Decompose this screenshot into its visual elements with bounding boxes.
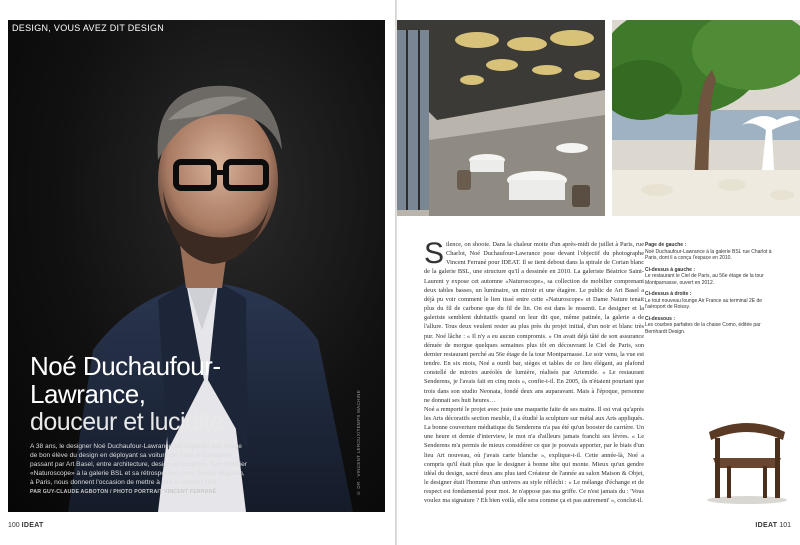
caption-text: Noé Duchaufour-Lawrance à la galerie BSL rue Charlot à Paris, dont il a conçu l'espace en 2010. xyxy=(645,248,772,261)
right-page xyxy=(397,0,800,545)
caption-text: Les courbes parfaites de la chaise Como, éditée par Bernhardt Design. xyxy=(645,322,761,335)
article-headline xyxy=(30,352,223,436)
left-page xyxy=(0,0,397,545)
portrait-photo xyxy=(8,20,385,512)
folio-right xyxy=(755,522,791,529)
byline-credit: PAR GUY-CLAUDE AGBOTON / PHOTO PORTRAIT VINCENT FERRANÉ xyxy=(30,489,217,495)
caption-text: Le restaurant le Ciel de Paris, au 56e étage de la tour Montparnasse, ouvert en 2012. xyxy=(645,273,764,286)
body-paragraph-1 xyxy=(424,237,644,405)
folio-right-brand: IDEAT xyxy=(755,522,778,529)
folio-left-brand: IDEAT xyxy=(21,522,44,529)
caption-item xyxy=(645,316,780,336)
captions-block xyxy=(645,242,780,340)
portrait-illustration xyxy=(8,20,385,512)
caption-title: Ci-dessus à gauche : xyxy=(645,266,696,273)
section-heading: DESIGN, VOUS AVEZ DIT DESIGN xyxy=(12,23,165,33)
body-paragraph-2: Noé a remporté le projet avec juste une maquette faite de ses mains. Il est vrai qu'après les Arts décoratifs section meuble, il a étudié la sculpture sur métal aux Arts appliqués. La bonne couverture médiatique du Senderens n'a pas été qu'un booster de carrière. Un une heure et demie d'interview, le mot n'a d'ailleurs jamais franchi ses lèvres. « Le Senderens m'a permis de mieux considérer ce que je pouvais apporter, par le biais d'un lieu Art nouveau, où j'avais carte blanche », explique-t-il. Cette année-là, Noé a compris qu'il était plus que le designer à bonne tête qui monte. Mieux qu'un gendre idéal du design, sacré deux ans plus tard Créateur de l'année au salon Maison & Objet, le designer était l'homme d'un univers au style réfléchi : « Le mélange d'échange et de respect est fondamental pour moi. Je n'appose pas ma griffe. Ce n'est jamais du : 'Vous voulez ma signature ? Eh bien voilà, elle sera comme ça et pas autrement' », conclut-il. xyxy=(424,405,644,505)
caption-item xyxy=(645,267,780,287)
article-intro: A 38 ans, le designer Noé Duchaufour-Lawrance fait exploser son image de bon élève du design en déployant sa voiture de Paris à Gstaad en passant par Art Basel, entre architecture, design et sculpture. Son mobilier «Naturoscope» à la galerie BSL et sa rétrospective chez Silvera Wagram, à Paris, nous donnent l'occasion de mettre à jour le dossier NDL. xyxy=(30,443,247,486)
caption-title: Page de gauche : xyxy=(645,242,687,248)
lounge-illustration xyxy=(612,20,800,216)
caption-text: Le tout nouveau lounge Air France au terminal 2E de l'aéroport de Roissy. xyxy=(645,297,763,310)
body-paragraph-1-text: ilence, on shoote. Dans la chaleur moite d'un après-midi de juillet à Paris, rue Charlot, Noé Duchaufour-Lawrance pose devant l'objectif du photographe Vincent Ferrané pour IDEAT. Il se tient debout dans la spirale de Corian blanc de la galerie BSL, une structure qu'il a dessinée en 2010. La galeriste Béatrice Saint-Laurent y expose cet automne «Naturoscope», sa collection de mobilier comprenant deux tables basses, un luminaire, un miroir et une étagère. Le public de Art Basel a déjà pu voir comment le lien tissé entre cette «Naturoscope» et Dame Nature tenait plus du fil de carbone que du fil de lin. On est dans le ressenti. Le designer et la galeriste semblent dubitatifs quand on leur dit que, même patinée, la galerie a de l'allure. Tous deux veulent rester au plus près du projet initial, d'un noir et blanc très pur. Noé lâche : « Il n'y a eu aucun compromis. » On avait déjà tâté de son assurance dénuée de morgue quelques semaines plus tôt en découvrant le Ciel de Paris, son dernier restaurant perché au 56e étage de la tour Montparnasse. Le soir venu, la vue est tendre. En six mois, Noé a ourdi bar, sièges et tables de ce lieu élégant, au plafond constellé de miroirs auréolés de lumière, réalisés par Artemide. « Le restaurant Senderens, je l'avais fait en cinq mois », confie-t-il. En 2005, ils n'étaient pourtant que trois dans son studio Neonata, fondé deux ans auparavant. Mais à l'époque, personne ne donnait ses huit heures… xyxy=(424,241,644,404)
caption-item xyxy=(645,242,780,262)
lounge-photo xyxy=(612,20,800,216)
restaurant-illustration xyxy=(397,20,605,216)
photo-credit-vertical: © DR · VINCENT LEROUX/TEMPS MACHINE xyxy=(356,390,361,496)
chair-photo xyxy=(697,408,795,508)
caption-item xyxy=(645,291,780,311)
restaurant-photo xyxy=(397,20,605,216)
chair-illustration xyxy=(697,408,795,508)
folio-left-number: 100 xyxy=(8,522,20,529)
caption-title: Ci-dessous : xyxy=(645,315,676,322)
article-body xyxy=(424,237,644,506)
folio-right-number: 101 xyxy=(779,522,791,529)
dropcap: S xyxy=(424,237,445,270)
headline-line-1: Noé Duchaufour- xyxy=(30,351,221,381)
headline-line-2: Lawrance, xyxy=(30,379,146,409)
headline-subtitle: douceur et lucidité xyxy=(30,408,224,436)
caption-title: Ci-dessus à droite : xyxy=(645,291,692,297)
folio-left xyxy=(8,522,44,529)
